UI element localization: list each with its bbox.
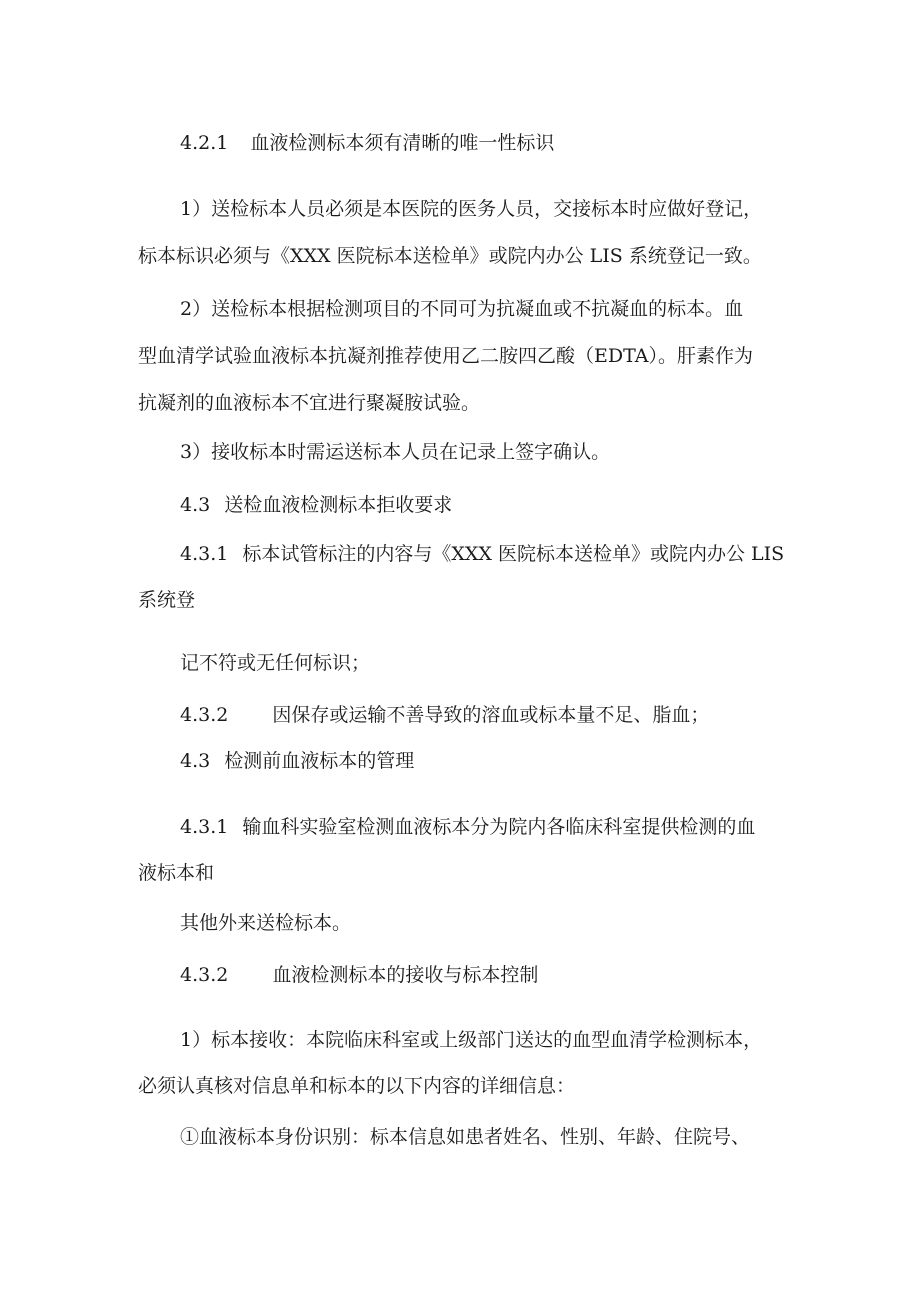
section-text: 输血科实验室检测血液标本分为院内各临床科室提供检测的血 [242, 816, 756, 838]
section-number: 4.3 [180, 750, 211, 772]
section-number: 4.3.2 [180, 964, 229, 986]
paragraph-2-line-2: 型血清学试验血液标本抗凝剂推荐使用乙二胺四乙酸（EDTA）。肝素作为 [138, 345, 753, 367]
paragraph-4-line-1: 1）标本接收：本院临床科室或上级部门送达的血型血清学检测标本， [180, 1029, 763, 1051]
paragraph-4-line-2: 必须认真核对信息单和标本的以下内容的详细信息： [138, 1075, 576, 1097]
section-number: 4.3 [180, 494, 211, 516]
section-title: 血液检测标本的接收与标本控制 [272, 964, 539, 986]
section-number: 4.3.1 [180, 816, 229, 838]
heading-4-3-reject [180, 493, 452, 517]
paragraph-2-line-1: 2）送检标本根据检测项目的不同可为抗凝血或不抗凝血的标本。血 [180, 298, 744, 320]
heading-4-3-1-reject [180, 542, 784, 566]
section-text: 标本试管标注的内容与《XXX 医院标本送检单》或院内办公 LIS [242, 543, 785, 565]
heading-4-2-1 [180, 131, 554, 155]
paragraph-1-line-2: 标本标识必须与《XXX 医院标本送检单》或院内办公 LIS 系统登记一致。 [138, 245, 762, 267]
paragraph-5-line-1: ①血液标本身份识别：标本信息如患者姓名、性别、年龄、住院号、 [180, 1126, 751, 1148]
heading-4-3-2-manage [180, 963, 538, 987]
section-title: 送检血液检测标本拒收要求 [224, 494, 453, 516]
section-4-3-1-manage-line-3: 其他外来送检标本。 [180, 912, 352, 934]
section-number: 4.3.2 [180, 704, 229, 726]
section-4-3-1-manage-line-2: 液标本和 [138, 862, 215, 884]
section-number: 4.3.1 [180, 543, 229, 565]
heading-4-3-manage [180, 749, 414, 773]
paragraph-1-line-1: 1）送检标本人员必须是本医院的医务人员，交接标本时应做好登记， [180, 198, 763, 220]
paragraph-2-line-3: 抗凝剂的血液标本不宜进行聚凝胺试验。 [138, 392, 481, 414]
section-4-3-1-line-3: 记不符或无任何标识； [180, 652, 371, 674]
heading-4-3-1-manage [180, 815, 755, 839]
section-4-3-1-line-2: 系统登 [138, 589, 196, 611]
section-text: 因保存或运输不善导致的溶血或标本量不足、脂血； [272, 704, 710, 726]
heading-4-3-2-reject [180, 703, 709, 727]
section-number: 4.2.1 [180, 132, 229, 154]
paragraph-3-line-1: 3）接收标本时需运送标本人员在记录上签字确认。 [180, 441, 611, 463]
section-title: 血液检测标本须有清晰的唯一性标识 [250, 132, 555, 154]
section-title: 检测前血液标本的管理 [224, 750, 415, 772]
